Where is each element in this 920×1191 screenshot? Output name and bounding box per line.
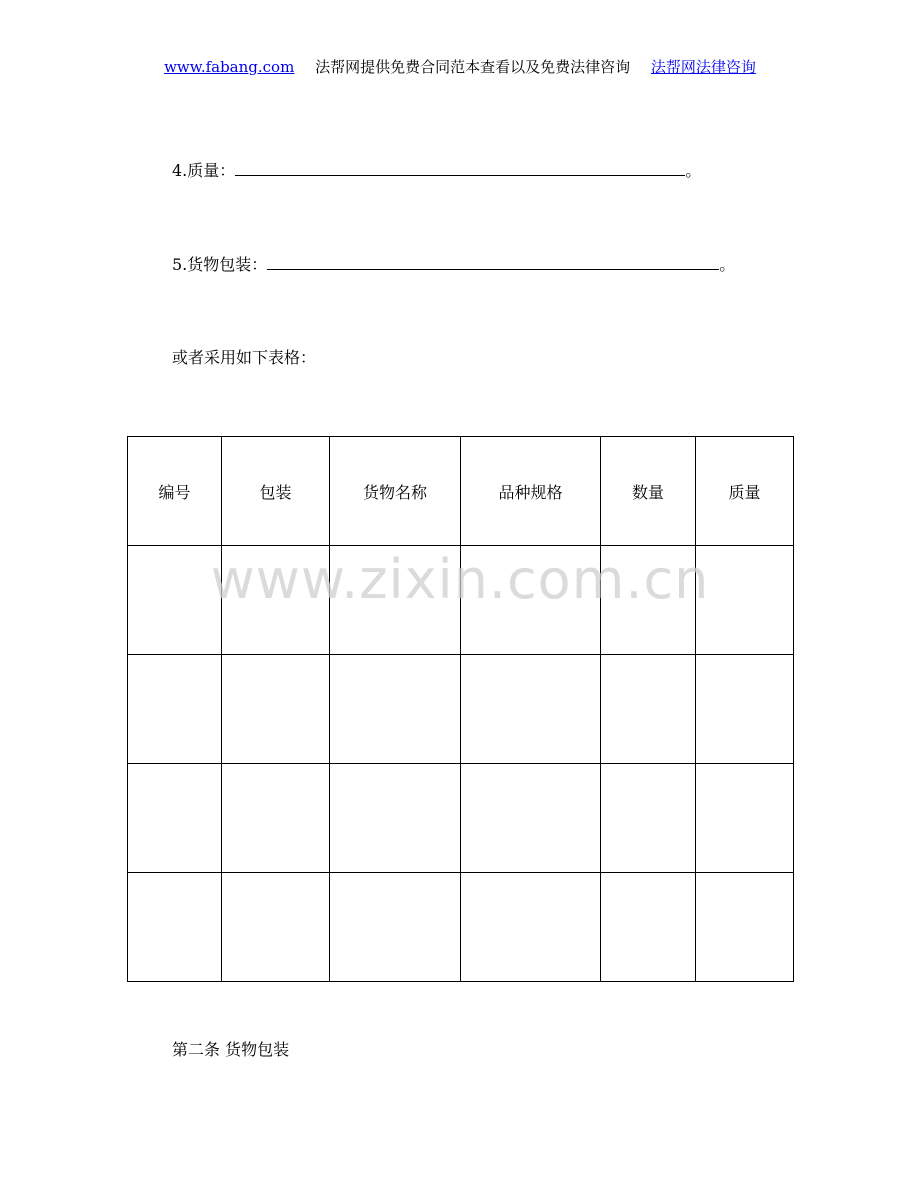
table-cell: [601, 873, 696, 982]
table-cell: [222, 546, 330, 655]
section-title: 第二条 货物包装: [172, 1040, 290, 1059]
page-header: [0, 56, 920, 77]
header-cell-goods-name: 货物名称: [330, 437, 461, 546]
quality-label: 4.质量：: [172, 161, 236, 180]
table-cell: [222, 873, 330, 982]
watermark: www.zixin.com.cn: [210, 548, 710, 611]
packaging-end-mark: 。: [719, 255, 736, 274]
table-cell: [330, 764, 461, 873]
table-cell: [128, 655, 222, 764]
table-cell: [330, 546, 461, 655]
packaging-field: [172, 252, 735, 275]
legal-consult-link[interactable]: 法帮网法律咨询: [650, 58, 756, 76]
header-description: 法帮网提供免费合同范本查看以及免费法律咨询: [315, 58, 631, 76]
table-cell: [696, 546, 794, 655]
table-intro: 或者采用如下表格：: [172, 348, 317, 367]
table-cell: [461, 873, 601, 982]
table-cell: [461, 546, 601, 655]
table-cell: [128, 764, 222, 873]
header-cell-specification: 品种规格: [461, 437, 601, 546]
header-cell-packaging: 包装: [222, 437, 330, 546]
table-row: [128, 873, 794, 982]
table-cell: [128, 873, 222, 982]
table-row: [128, 546, 794, 655]
quality-field: [172, 158, 701, 181]
table-row: [128, 655, 794, 764]
quality-blank-line: [235, 161, 685, 176]
header-cell-number: 编号: [128, 437, 222, 546]
header-cell-quantity: 数量: [601, 437, 696, 546]
table-cell: [601, 655, 696, 764]
table-cell: [461, 655, 601, 764]
table-cell: [696, 873, 794, 982]
header-cell-quality: 质量: [696, 437, 794, 546]
table-header-row: [128, 437, 794, 546]
table-cell: [222, 655, 330, 764]
packaging-label: 5.货物包装：: [172, 255, 268, 274]
table-cell: [222, 764, 330, 873]
table-cell: [696, 655, 794, 764]
fabang-home-link[interactable]: www.fabang.com: [164, 58, 295, 76]
table-row: [128, 764, 794, 873]
packaging-blank-line: [267, 255, 719, 270]
table-cell: [330, 873, 461, 982]
quality-end-mark: 。: [685, 161, 702, 180]
table-cell: [601, 764, 696, 873]
table-cell: [461, 764, 601, 873]
table-cell: [601, 546, 696, 655]
goods-table: [127, 436, 794, 982]
table-cell: [696, 764, 794, 873]
table-cell: [128, 546, 222, 655]
table-cell: [330, 655, 461, 764]
